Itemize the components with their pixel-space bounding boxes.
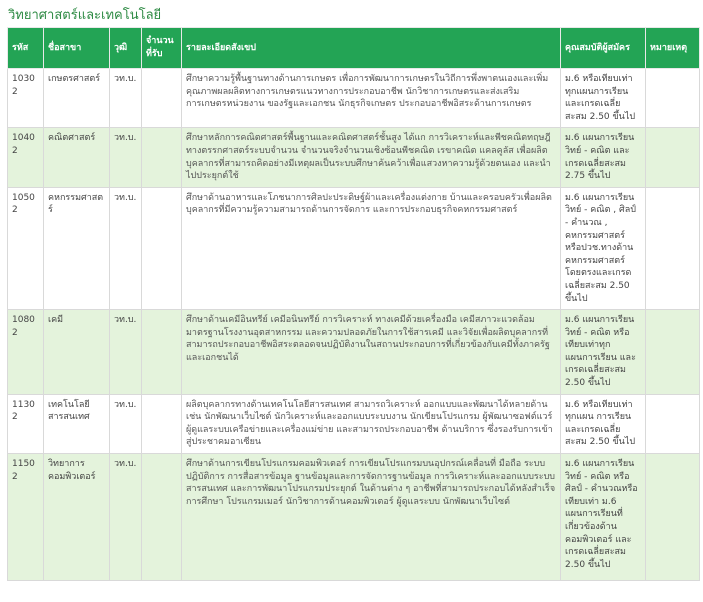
cell-note xyxy=(646,69,700,128)
cell-note xyxy=(646,454,700,581)
cell-degree: วท.บ. xyxy=(110,394,142,453)
table-row xyxy=(8,128,700,187)
cell-qualification: ม.6 หรือเทียบเท่าทุกแผน การเรียน และเกรดเฉลี่ยสะสม 2.50 ขึ้นไป xyxy=(561,394,646,453)
table-row xyxy=(8,310,700,395)
cell-quota xyxy=(142,454,182,581)
cell-major: คหกรรมศาสตร์ xyxy=(44,187,110,309)
table-row xyxy=(8,187,700,309)
cell-degree: วท.บ. xyxy=(110,69,142,128)
cell-quota xyxy=(142,128,182,187)
table-header-row xyxy=(8,28,700,69)
cell-code: 11302 xyxy=(8,394,44,453)
header-quota: จำนวนที่รับ xyxy=(142,28,182,69)
table-row xyxy=(8,394,700,453)
cell-note xyxy=(646,394,700,453)
cell-note xyxy=(646,187,700,309)
cell-quota xyxy=(142,69,182,128)
cell-major: เคมี xyxy=(44,310,110,395)
cell-code: 10402 xyxy=(8,128,44,187)
cell-quota xyxy=(142,394,182,453)
header-degree: วุฒิ xyxy=(110,28,142,69)
cell-quota xyxy=(142,310,182,395)
cell-code: 10802 xyxy=(8,310,44,395)
cell-description: ศึกษาด้านการเขียนโปรแกรมคอมพิวเตอร์ การเขียนโปรแกรมบนอุปกรณ์เคลื่อนที่ มือถือ ระบบปฏิบัติการ การสื่อสารข้อมูล ฐานข้อมูลและการจัดการฐานข้อมูล การวิเคราะห์และออกแบบระบบสารสนเทศ และการพัฒนาโปรแกรมประยุกต์ ในด้านต่าง ๆ อาชีพที่สามารถประกอบได้หลังสำเร็จการศึกษา โปรแกรมเมอร์ นักวิชาการด้านคอมพิวเตอร์ ผู้ดูแลระบบ นักพัฒนาเว็บไซต์ xyxy=(182,454,561,581)
cell-code: 10502 xyxy=(8,187,44,309)
cell-degree: วท.บ. xyxy=(110,128,142,187)
cell-qualification: ม.6 หรือเทียบเท่าทุกแผนการเรียน และเกรดเฉลี่ยสะสม 2.50 ขึ้นไป xyxy=(561,69,646,128)
cell-description: ศึกษาความรู้พื้นฐานทางด้านการเกษตร เพื่อการพัฒนาการเกษตรในวิถีการพึ่งพาตนเองและเพิ่มคุณภาพผลผลิตทางการเกษตรแนวทางการประกอบอาชีพ นักวิชาการเกษตรและส่งเสริมการเกษตรหน่วยงาน ของรัฐและเอกชน นักธุรกิจเกษตร ประกอบอาชีพอิสระด้านการเกษตร xyxy=(182,69,561,128)
cell-qualification: ม.6 แผนการเรียนวิทย์ - คณิต หรือศิลป์ - คำนวณหรือเทียบเท่า ม.6 แผนการเรียนที่เกี่ยวข้องด้านคอมพิวเตอร์ และเกรดเฉลี่ยสะสม 2.50 ขึ้นไป xyxy=(561,454,646,581)
cell-qualification: ม.6 แผนการเรียนวิทย์ - คณิต และเกรดเฉลี่ยสะสม 2.75 ขึ้นไป xyxy=(561,128,646,187)
cell-major: คณิตศาสตร์ xyxy=(44,128,110,187)
cell-description: ศึกษาด้านเคมีอินทรีย์ เคมีอนินทรีย์ การวิเคราะห์ ทางเคมีด้วยเครื่องมือ เคมีสภาวะแวดล้อมมาตรฐานโรงงานอุตสาหกรรม และความปลอดภัยในการใช้สารเคมี และวิจัยเพื่อผลิตบุคลากรที่สามารถประกอบอาชีพอิสระตลอดจนปฏิบัติงานในสถานประกอบการที่เกี่ยวข้องกับเคมีทั้งภาครัฐและเอกชนได้ xyxy=(182,310,561,395)
section-title: วิทยาศาสตร์และเทคโนโลยี xyxy=(8,8,162,23)
header-qualification: คุณสมบัติผู้สมัคร xyxy=(561,28,646,69)
cell-major: เกษตรศาสตร์ xyxy=(44,69,110,128)
cell-description: ศึกษาด้านอาหารและโภชนาการศิลปะประดิษฐ์ผ้าและเครื่องแต่งกาย บ้านและครอบครัวเพื่อผลิตบุคลากรที่มีความรู้ความสามารถด้านการจัดการ และการประกอบธุรกิจคหกรรมศาสตร์ xyxy=(182,187,561,309)
cell-degree: วท.บ. xyxy=(110,310,142,395)
cell-description: ศึกษาหลักการคณิตศาสตร์พื้นฐานและคณิตศาสตร์ชั้นสูง ได้แก การวิเคราะห์และพีชคณิตทฤษฎีทางตรรกศาสตร์ระบบจำนวน จำนวนจริงจำนวนเชิงซ้อนพีชคณิต เรขาคณิต แคลคูลัส เพื่อผลิตบุคลากรที่สามารถคิดอย่างมีเหตุผลเป็นระบบศึกษาค้นคว้าเพื่อแสวงหาความรู้ด้วยตนเอง และนำไปประยุกต์ใช้ xyxy=(182,128,561,187)
cell-description: ผลิตบุคลากรทางด้านเทคโนโลยีสารสนเทศ สามารถวิเคราะห์ ออกแบบและพัฒนาได้หลายด้าน เช่น นักพัฒนาเว็บไซต์ นักวิเคราะห์และออกแบบระบบงาน นักเขียนโปรแกรม ผู้พัฒนาซอฟต์แวร์ ผู้ดูแลระบบเครือข่ายและเครื่องแม่ข่าย และสามารถประกอบอาชีพ ด้านบริการ ซึ่งรองรับการเข้าสู่ประชาคมอาเซียน xyxy=(182,394,561,453)
header-description: รายละเอียดสังเขป xyxy=(182,28,561,69)
cell-quota xyxy=(142,187,182,309)
header-major: ชื่อสาขา xyxy=(44,28,110,69)
cell-code: 11502 xyxy=(8,454,44,581)
cell-note xyxy=(646,310,700,395)
table-row xyxy=(8,454,700,581)
programs-table xyxy=(7,27,700,581)
cell-code: 10302 xyxy=(8,69,44,128)
table-row xyxy=(8,69,700,128)
cell-note xyxy=(646,128,700,187)
cell-major: เทคโนโลยีสารสนเทศ xyxy=(44,394,110,453)
cell-degree: วท.บ. xyxy=(110,187,142,309)
header-note: หมายเหตุ xyxy=(646,28,700,69)
cell-qualification: ม.6 แผนการเรียนวิทย์ - คณิต , ศิลป์ - คำนวณ , คหกรรมศาสตร์ หรือปวช.ทางด้านคหกรรมศาสตร์ โดยตรงและเกรดเฉลี่ยสะสม 2.50 ขึ้นไป xyxy=(561,187,646,309)
cell-degree: วท.บ. xyxy=(110,454,142,581)
cell-major: วิทยาการคอมพิวเตอร์ xyxy=(44,454,110,581)
header-code: รหัส xyxy=(8,28,44,69)
cell-qualification: ม.6 แผนการเรียนวิทย์ - คณิต หรือเทียบเท่าทุกแผนการเรียน และเกรดเฉลี่ยสะสม 2.50 ขึ้นไป xyxy=(561,310,646,395)
